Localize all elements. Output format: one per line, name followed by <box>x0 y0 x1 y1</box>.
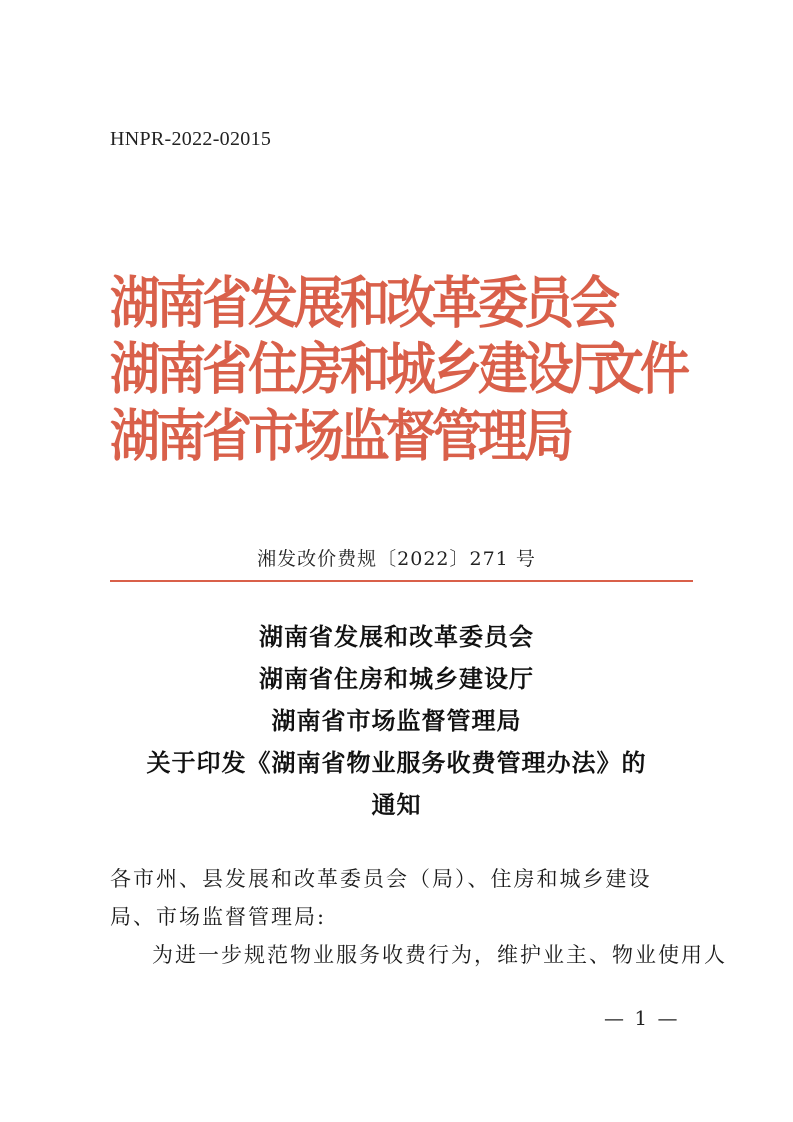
body-text <box>110 860 727 974</box>
notice-title <box>0 616 793 826</box>
title-line: 通知 <box>371 790 422 819</box>
document-id: HNPR-2022-02015 <box>110 128 272 150</box>
file-label: 文件 <box>594 337 686 403</box>
issuer-name: 湖南省发展和改革委员会 <box>110 271 616 337</box>
issuer-name: 湖南省市场监督管理局 <box>110 404 570 470</box>
title-line: 关于印发《湖南省物业服务收费管理办法》的 <box>146 748 647 777</box>
red-divider <box>110 580 693 582</box>
title-line: 湖南省发展和改革委员会 <box>259 622 534 651</box>
addressee: 各市州、县发展和改革委员会（局）、住房和城乡建设局、市场监督管理局: <box>110 867 652 929</box>
issuer-name: 湖南省住房和城乡建设厅 <box>110 337 616 403</box>
title-line: 湖南省市场监督管理局 <box>271 706 522 735</box>
paragraph: 为进一步规范物业服务收费行为，维护业主、物业使用人 <box>152 943 727 967</box>
page-number: — 1 — <box>604 1006 680 1030</box>
red-header <box>110 270 710 480</box>
document-number: 湘发改价费规〔2022〕271 号 <box>257 548 536 570</box>
title-line: 湖南省住房和城乡建设厅 <box>259 664 534 693</box>
